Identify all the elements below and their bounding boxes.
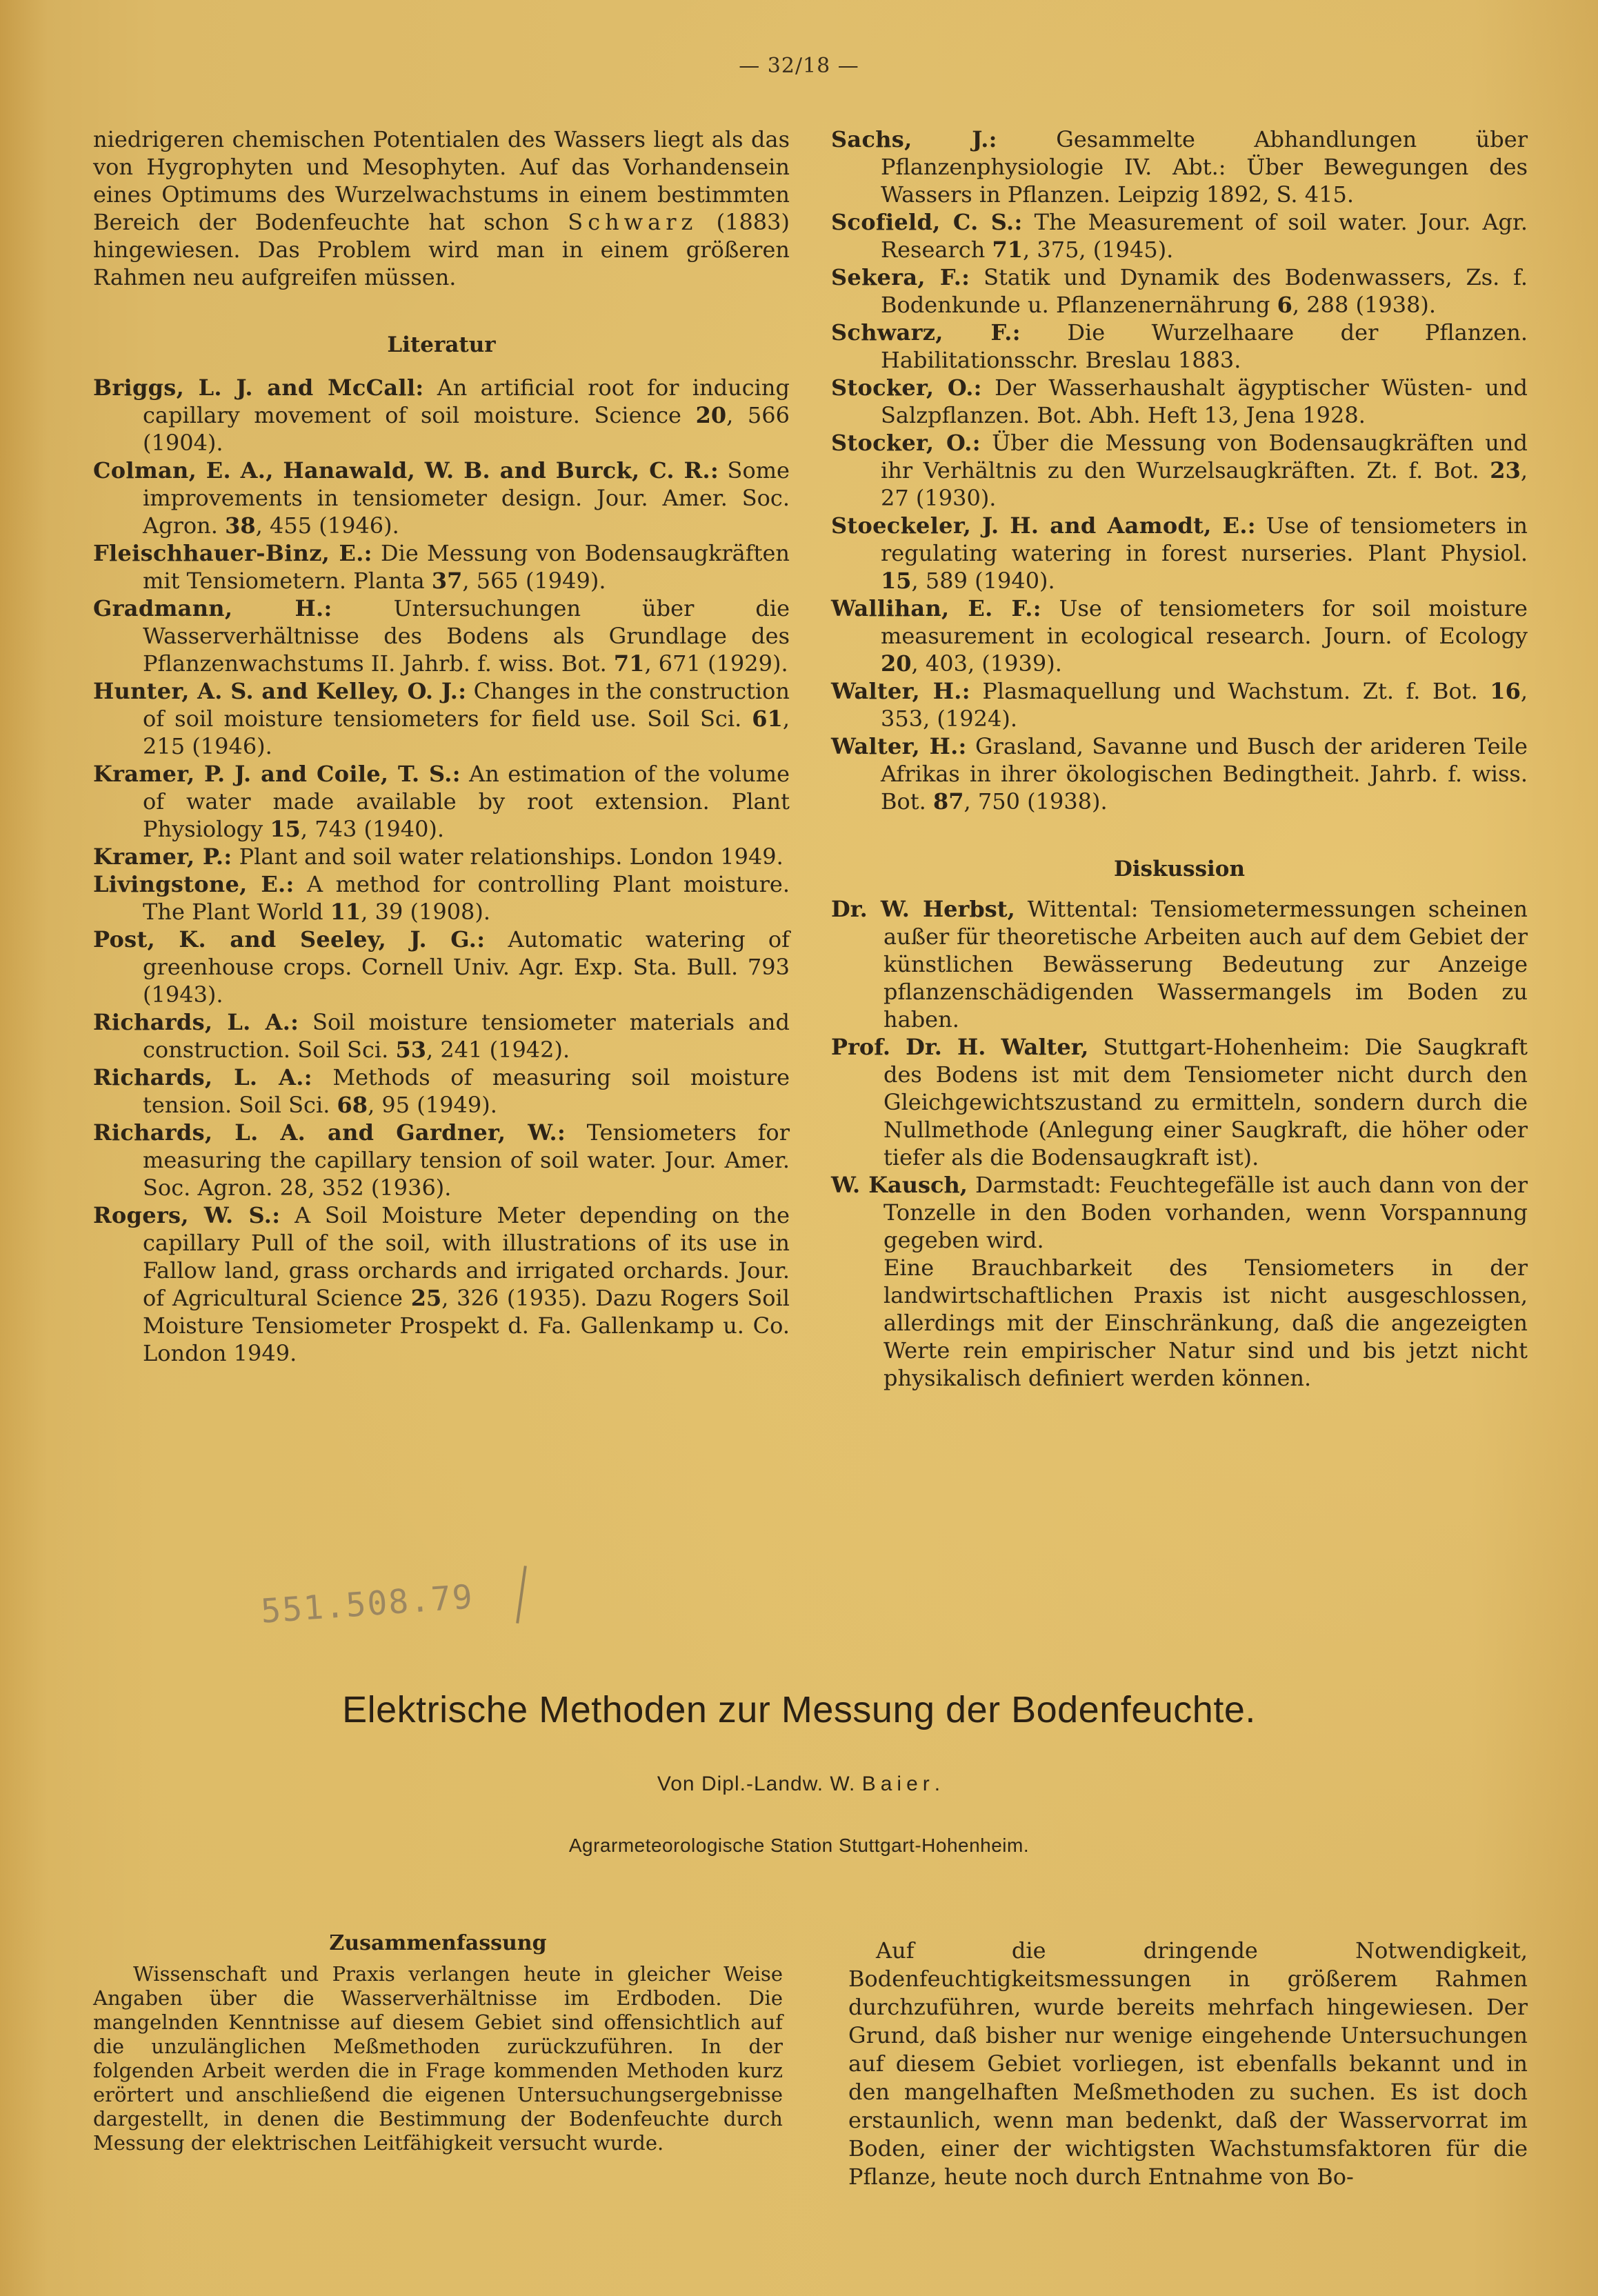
discussion-list — [831, 895, 1528, 1392]
reference-item: Stocker, O.: Der Wasserhaushalt ägyptischer Wüsten- und Salzpflanzen. Bot. Abh. Heft 13, Jena 1928. — [831, 375, 1528, 428]
summary-heading: Zusammenfassung — [329, 1931, 547, 1955]
discussion-entry: Prof. Dr. H. Walter, Stuttgart-Hohenheim: Die Saugkraft des Bodens ist mit dem Tensiometer nicht durch den Gleichgewichtszustand zu ermitteln, sondern durch die Nullmethode (Anlegung einer Saugkraft, die höher oder tiefer als die Bodensaugkraft ist). — [831, 1034, 1528, 1170]
reference-item: Stocker, O.: Über die Messung von Bodensaugkräften und ihr Verhältnis zu den Wurzelsaugkräften. Zt. f. Bot. 23, 27 (1930). — [831, 430, 1528, 511]
page-number: — 32/18 — — [739, 54, 859, 78]
reference-item: Wallihan, E. F.: Use of tensiometers for soil moisture measurement in ecological research. Journ. of Ecology 20, 403, (1939). — [831, 595, 1528, 677]
author-name-spaced: Schwarz — [568, 209, 698, 235]
reference-item: Kramer, P. J. and Coile, T. S.: An estimation of the volume of water made available by root extension. Plant Physiology 15, 743 (1940). — [93, 761, 790, 842]
reference-item: Richards, L. A.: Soil moisture tensiometer materials and construction. Soil Sci. 53, 241 (1942). — [93, 1009, 790, 1063]
summary-column — [93, 1931, 783, 2155]
summary-text: Wissenschaft und Praxis verlangen heute in gleicher Weise Angaben über die Wasserverhältnisse im Erdboden. Die mangelnden Kenntnisse auf diesem Gebiet sind offensichtlich auf die unzulänglichen Meßmethoden zurückzuführen. In der folgenden Arbeit werden die in Frage kommenden Methoden kurz erörtert und anschließend die eigenen Untersuchungsergebnisse dargestellt, in denen die Bestimmung der Bodenfeuchte durch Messung der elektrischen Leitfähigkeit versucht wurde. — [93, 1962, 783, 2155]
left-column — [93, 126, 790, 1367]
reference-item: Sachs, J.: Gesammelte Abhandlungen über Pflanzenphysiologie IV. Abt.: Über Bewegungen des Wassers in Pflanzen. Leipzig 1892, S. 415. — [831, 126, 1528, 208]
reference-item: Gradmann, H.: Untersuchungen über die Wasserverhältnisse des Bodens als Grundlage des Pflanzenwachstums II. Jahrb. f. wiss. Bot. 71, 671 (1929). — [93, 595, 790, 677]
reference-item: Scofield, C. S.: The Measurement of soil water. Jour. Agr. Research 71, 375, (1945). — [831, 209, 1528, 263]
intro-column — [848, 1937, 1528, 2191]
reference-list-right — [831, 126, 1528, 815]
reference-item: Post, K. and Seeley, J. G.: Automatic watering of greenhouse crops. Cornell Univ. Agr. Exp. Sta. Bull. 793 (1943). — [93, 926, 790, 1008]
article-author: Von Dipl.-Landw. W. Baier. — [657, 1773, 941, 1795]
reference-item: Schwarz, F.: Die Wurzelhaare der Pflanzen. Habilitationsschr. Breslau 1883. — [831, 319, 1528, 373]
reference-item: Sekera, F.: Statik und Dynamik des Bodenwassers, Zs. f. Bodenkunde u. Pflanzenernährung 6, 288 (1938). — [831, 264, 1528, 318]
reference-item: Hunter, A. S. and Kelley, O. J.: Changes in the construction of soil moisture tensiometers for field use. Soil Sci. 61, 215 (1946). — [93, 678, 790, 759]
reference-item: Richards, L. A. and Gardner, W.: Tensiometers for measuring the capillary tension of soil water. Jour. Amer. Soc. Agron. 28, 352 (1936). — [93, 1119, 790, 1201]
article-institution: Agrarmeteorologische Station Stuttgart-Hohenheim. — [568, 1835, 1030, 1856]
reference-item: Briggs, L. J. and McCall: An artificial root for inducing capillary movement of soil moisture. Science 20, 566 (1904). — [93, 375, 790, 456]
reference-item: Rogers, W. S.: A Soil Moisture Meter depending on the capillary Pull of the soil, with illustrations of its use in Fallow land, grass orchards and irrigated orchards. Jour. of Agricultural Science 25, 326 (1935). Dazu Rogers Soil Moisture Tensiometer Prospekt d. Fa. Gallenkamp u. Co. London 1949. — [93, 1202, 790, 1366]
discussion-entry: W. Kausch, Darmstadt: Feuchtegefälle ist auch dann von der Tonzelle in den Boden vorhanden, wenn Vorspannung gegeben wird. — [831, 1172, 1528, 1253]
reference-item: Fleischhauer-Binz, E.: Die Messung von Bodensaugkräften mit Tensiometern. Planta 37, 565 (1949). — [93, 540, 790, 594]
reference-item: Livingstone, E.: A method for controlling Plant moisture. The Plant World 11, 39 (1908). — [93, 871, 790, 925]
reference-item: Richards, L. A.: Methods of measuring soil moisture tension. Soil Sci. 68, 95 (1949). — [93, 1064, 790, 1118]
intro-text: Auf die dringende Notwendigkeit, Bodenfeuchtigkeitsmessungen in größerem Rahmen durchzuführen, wurde bereits mehrfach hingewiesen. Der Grund, daß bisher nur wenige eingehende Untersuchungen auf diesem Gebiet vorliegen, ist ebenfalls bekannt und in den mangelhaften Meßmethoden zu suchen. Es ist doch erstaunlich, wenn man bedenkt, daß der Wasservorrat im Boden, einer der wichtigsten Wachstumsfaktoren für die Pflanze, heute noch durch Entnahme von Bo- — [848, 1937, 1528, 2190]
right-column — [831, 126, 1528, 1392]
literature-heading: Literatur — [387, 332, 496, 357]
pencil-annotation: 551.508.79 — [259, 1577, 475, 1631]
pencil-stroke — [516, 1566, 527, 1624]
intro-paragraph-end: niedrigeren chemischen Potentialen des Wassers liegt als das von Hygrophyten und Mesophyten. Auf das Vorhandensein eines Optimums des Wurzelwachstums in einem bestimmten Bereich der Bodenfeuchte hat schon Schwarz (1883) hingewiesen. Das Problem wird man in einem größeren Rahmen neu aufgreifen müssen. — [93, 126, 790, 290]
article-title: Elektrische Methoden zur Messung der Bodenfeuchte. — [342, 1689, 1256, 1730]
discussion-heading: Diskussion — [1113, 857, 1246, 881]
reference-item: Colman, E. A., Hanawald, W. B. and Burck, C. R.: Some improvements in tensiometer design. Jour. Amer. Soc. Agron. 38, 455 (1946). — [93, 457, 790, 539]
discussion-entry: Dr. W. Herbst, Wittental: Tensiometermessungen scheinen außer für theoretische Arbeiten auch auf dem Gebiet der künstlichen Bewässerung Bedeutung zur Anzeige pflanzenschädigenden Wassermangels im Boden zu haben. — [831, 896, 1528, 1032]
reference-item: Walter, H.: Plasmaquellung und Wachstum. Zt. f. Bot. 16, 353, (1924). — [831, 678, 1528, 732]
reference-list-left — [93, 374, 790, 1367]
reference-item: Kramer, P.: Plant and soil water relationships. London 1949. — [93, 843, 783, 870]
discussion-continuation: Eine Brauchbarkeit des Tensiometers in der landwirtschaftlichen Praxis ist nicht ausgeschlossen, allerdings mit der Einschränkung, daß die angezeigten Werte rein empirischer Natur sind und bis jetzt nicht physikalisch definiert werden können. — [883, 1255, 1528, 1391]
reference-item: Stoeckeler, J. H. and Aamodt, E.: Use of tensiometers in regulating watering in forest nurseries. Plant Physiol. 15, 589 (1940). — [831, 512, 1528, 594]
reference-item: Walter, H.: Grasland, Savanne und Busch der arideren Teile Afrikas in ihrer ökologischen Bedingtheit. Jahrb. f. wiss. Bot. 87, 750 (1938). — [831, 733, 1528, 815]
